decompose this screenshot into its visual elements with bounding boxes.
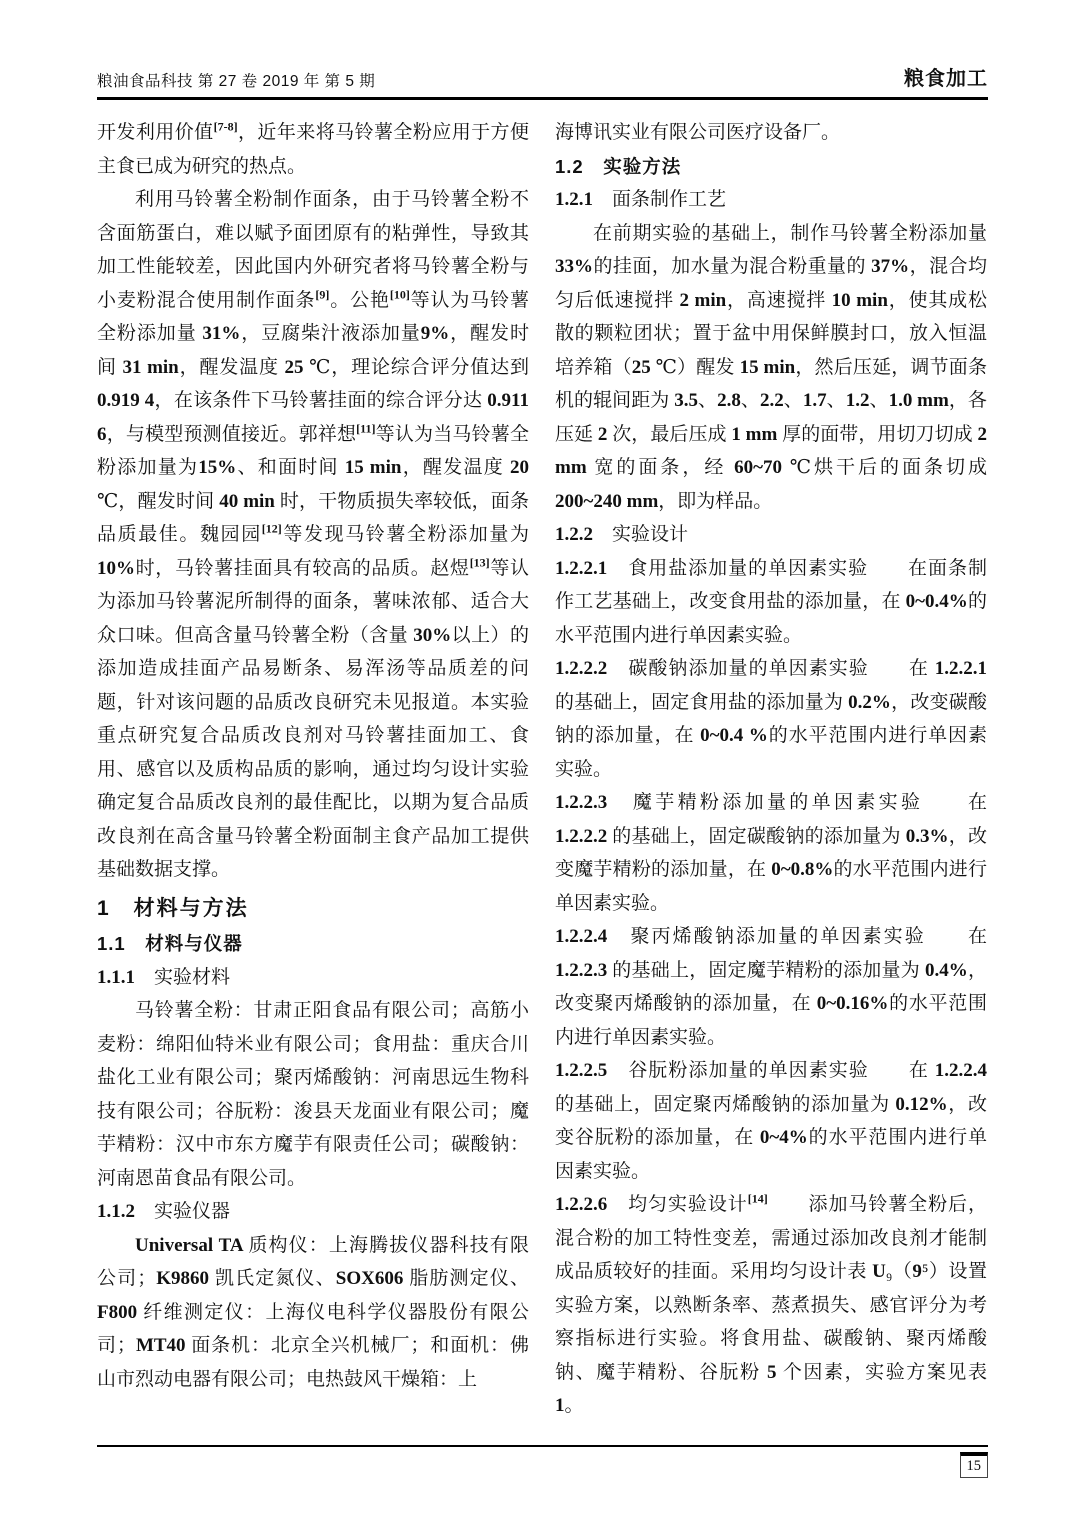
konjac-flour-single-factor-paragraph: 1.2.2.3 魔芋精粉添加量的单因素实验 在 1.2.2.2 的基础上，固定碳酸钠的添加量为 0.3%，改变魔芋精粉的添加量，在 0~0.8%的水平范围内进行单因素实验。	[555, 792, 987, 914]
article-body	[97, 116, 988, 1423]
heading-experimental-methods: 1.2 实验方法	[555, 155, 682, 177]
process-paragraph: 在前期实验的基础上，制作马铃薯全粉添加量33%的挂面，加水量为混合粉重量的 37%，混合均匀后低速搅拌 2 min，高速搅拌 10 min，使其成松散的颗粒团状；置于盆中用保鲜膜封口，放入恒温培养箱（25 ℃）醒发 15 min，然后压延，调节面条机的辊间距为 3.5、2.8、2.2、1.7、1.2、1.0 mm，各压延 2 次，最后压成 1 mm 厚的面带，用切刀切成 2 mm 宽的面条，经 60~70 ℃烘干后的面条切成 200~240 mm，即为样品。	[555, 222, 987, 512]
heading-materials-and-instruments: 1.1 材料与仪器	[97, 933, 243, 954]
page-header	[97, 62, 988, 91]
journal-info: 粮油食品科技 第 27 卷 2019 年 第 5 期	[97, 73, 376, 90]
uniform-design-paragraph: 1.2.2.6 均匀实验设计[14] 添加马铃薯全粉后，混合粉的加工特性变差，需通过添加改良剂才能制成品质较好的挂面。采用均匀设计表 U₉（9⁵）设置实验方案，以熟断条率、蒸煮损失、感官评分为考察指标进行实验。将食用盐、碳酸钠、聚丙烯酸钠、魔芋精粉、谷朊粉 5 个因素，实验方案见表 1。	[555, 1191, 987, 1416]
section-label: 粮食加工	[904, 68, 988, 90]
heading-noodle-making-process: 1.2.1 面条制作工艺	[555, 189, 727, 210]
sodium-carbonate-single-factor-paragraph: 1.2.2.2 碳酸钠添加量的单因素实验 在 1.2.2.1 的基础上，固定食用盐的添加量为 0.2%，改变碳酸钠的添加量，在 0~0.4 %的水平范围内进行单因素实验。	[555, 658, 987, 780]
materials-paragraph: 马铃薯全粉：甘肃正阳食品有限公司；高筋小麦粉：绵阳仙特米业有限公司；食用盐：重庆合川盐化工业有限公司；聚丙烯酸钠：河南思远生物科技有限公司；谷朊粉：浚县天龙面业有限公司；魔芋精粉：汉中市东方魔芋有限责任公司；碳酸钠：河南恩苗食品有限公司。	[97, 1000, 529, 1189]
left-column	[97, 116, 529, 1423]
footer-rule	[97, 1445, 988, 1447]
intro-paragraph: 利用马铃薯全粉制作面条，由于马铃薯全粉不含面筋蛋白，难以赋予面团原有的粘弹性，导致其加工性能较差，因此国内外研究者将马铃薯全粉与小麦粉混合使用制作面条[9]。公艳[10]等认为马铃薯全粉添加量 31%，豆腐柴汁液添加量9%，醒发时间 31 min，醒发温度 25 ℃，理论综合评分值达到 0.919 4，在该条件下马铃薯挂面的综合评分达 0.911 6，与模型预测值接近。郭祥想[11]等认为当马铃薯全粉添加量为15%、和面时间 15 min，醒发温度 20 ℃，醒发时间 40 min 时，干物质损失率较低，面条品质最佳。魏园园[12]等发现马铃薯全粉添加量为 10%时，马铃薯挂面具有较高的品质。赵煜[13]等认为添加马铃薯泥所制得的面条，薯味浓郁、适合大众口味。但高含量马铃薯全粉（含量 30%以上）的添加造成挂面产品易断条、易浑汤等品质差的问题，针对该问题的品质改良研究未见报道。本实验重点研究复合品质改良剂对马铃薯挂面加工、食用、感官以及质构品质的影响，通过均匀设计实验确定复合品质改良剂的最佳配比，以期为复合品质改良剂在高含量马铃薯全粉面制主食产品加工提供基础数据支撑。	[97, 189, 529, 880]
paragraph-continued-from-left-column: 海博讯实业有限公司医疗设备厂。	[555, 122, 841, 143]
heading-experimental-materials: 1.1.1 实验材料	[97, 966, 231, 988]
sodium-polyacrylate-single-factor-paragraph: 1.2.2.4 聚丙烯酸钠添加量的单因素实验 在 1.2.2.3 的基础上，固定魔芋精粉的添加量为 0.4%，改变聚丙烯酸钠的添加量，在 0~0.16%的水平范围内进行单因素实验。	[555, 926, 987, 1048]
gluten-single-factor-paragraph: 1.2.2.5 谷朊粉添加量的单因素实验 在 1.2.2.4 的基础上，固定聚丙烯酸钠的添加量为 0.12%，改变谷朊粉的添加量，在 0~4%的水平范围内进行单因素实验。	[555, 1060, 987, 1182]
instruments-paragraph: Universal TA 质构仪：上海腾拔仪器科技有限公司；K9860 凯氏定氮仪、SOX606 脂肪测定仪、F800 纤维测定仪：上海仪电科学仪器股份有限公司；MT40 面条机：北京全兴机械厂；和面机：佛山市烈动电器有限公司；电热鼓风干燥箱：上	[97, 1234, 529, 1390]
heading-experimental-instruments: 1.1.2 实验仪器	[97, 1201, 231, 1222]
header-rule	[97, 97, 988, 100]
heading-experimental-design: 1.2.2 实验设计	[555, 524, 689, 545]
heading-materials-and-methods: 1 材料与方法	[97, 896, 249, 920]
page-number: 15	[960, 1452, 989, 1478]
right-column	[555, 116, 987, 1423]
salt-single-factor-paragraph: 1.2.2.1 食用盐添加量的单因素实验 在面条制作工艺基础上，改变食用盐的添加量，在 0~0.4%的水平范围内进行单因素实验。	[555, 557, 987, 646]
paragraph-continued-from-previous-page: 开发利用价值[7-8]，近年来将马铃薯全粉应用于方便主食已成为研究的热点。	[97, 119, 529, 177]
